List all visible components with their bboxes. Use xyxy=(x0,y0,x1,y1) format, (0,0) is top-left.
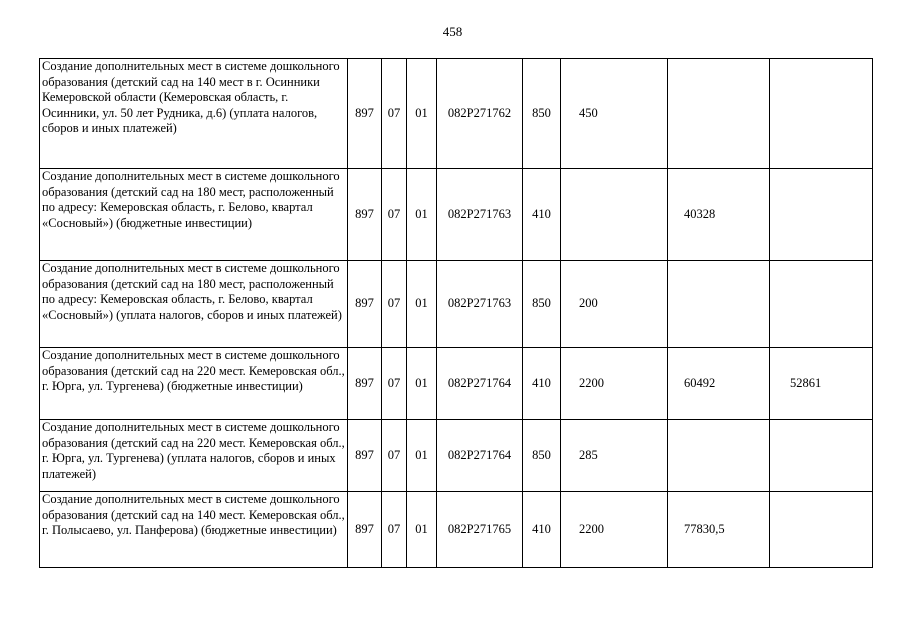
ministry-code: 897 xyxy=(348,59,382,169)
table-row xyxy=(40,492,873,568)
ministry-code: 897 xyxy=(348,169,382,261)
amount-year-2 xyxy=(668,59,770,169)
target-article-code: 082P271762 xyxy=(437,59,523,169)
row-description: Создание дополнительных мест в системе дошкольного образования (детский сад на 140 мест в г. Осинники Кемеровской области (Кемеровская область, г. Осинники, ул. 50 лет Рудника, д.6) (уплата налогов, сборов и иных платежей) xyxy=(40,59,348,169)
row-description: Создание дополнительных мест в системе дошкольного образования (детский сад на 220 мест. Кемеровская обл., г. Юрга, ул. Тургенева) (уплата налогов, сборов и иных платежей) xyxy=(40,420,348,492)
table-row xyxy=(40,261,873,348)
amount-year-2: 77830,5 xyxy=(668,492,770,568)
target-article-code: 082P271765 xyxy=(437,492,523,568)
expense-type-code: 410 xyxy=(523,348,561,420)
expense-type-code: 850 xyxy=(523,420,561,492)
amount-year-2 xyxy=(668,261,770,348)
table-row xyxy=(40,169,873,261)
amount-year-1: 2200 xyxy=(561,492,668,568)
ministry-code: 897 xyxy=(348,348,382,420)
amount-year-3 xyxy=(770,492,873,568)
subsection-code: 01 xyxy=(407,348,437,420)
amount-year-3 xyxy=(770,59,873,169)
section-code: 07 xyxy=(382,348,407,420)
amount-year-1: 285 xyxy=(561,420,668,492)
page-number: 458 xyxy=(442,24,463,39)
expense-type-code: 850 xyxy=(523,261,561,348)
budget-table xyxy=(39,58,873,568)
table-row xyxy=(40,59,873,169)
amount-year-2: 60492 xyxy=(668,348,770,420)
row-description: Создание дополнительных мест в системе дошкольного образования (детский сад на 180 мест, расположенный по адресу: Кемеровская область, г. Белово, квартал «Сосновый») (бюджетные инвестиции) xyxy=(40,169,348,261)
amount-year-3 xyxy=(770,169,873,261)
section-code: 07 xyxy=(382,59,407,169)
subsection-code: 01 xyxy=(407,420,437,492)
amount-year-3 xyxy=(770,420,873,492)
section-code: 07 xyxy=(382,261,407,348)
table-row xyxy=(40,420,873,492)
row-description: Создание дополнительных мест в системе дошкольного образования (детский сад на 180 мест, расположенный по адресу: Кемеровская область, г. Белово, квартал «Сосновый») (уплата налогов, сборов и иных платежей) xyxy=(40,261,348,348)
ministry-code: 897 xyxy=(348,492,382,568)
target-article-code: 082P271763 xyxy=(437,169,523,261)
section-code: 07 xyxy=(382,420,407,492)
expense-type-code: 850 xyxy=(523,59,561,169)
amount-year-3: 52861 xyxy=(770,348,873,420)
table-row xyxy=(40,348,873,420)
amount-year-2 xyxy=(668,420,770,492)
row-description: Создание дополнительных мест в системе дошкольного образования (детский сад на 220 мест. Кемеровская обл., г. Юрга, ул. Тургенева) (бюджетные инвестиции) xyxy=(40,348,348,420)
row-description: Создание дополнительных мест в системе дошкольного образования (детский сад на 140 мест. Кемеровская обл., г. Полысаево, ул. Панферова) (бюджетные инвестиции) xyxy=(40,492,348,568)
ministry-code: 897 xyxy=(348,261,382,348)
expense-type-code: 410 xyxy=(523,169,561,261)
target-article-code: 082P271764 xyxy=(437,420,523,492)
target-article-code: 082P271764 xyxy=(437,348,523,420)
amount-year-1: 200 xyxy=(561,261,668,348)
subsection-code: 01 xyxy=(407,261,437,348)
subsection-code: 01 xyxy=(407,492,437,568)
subsection-code: 01 xyxy=(407,169,437,261)
amount-year-1: 2200 xyxy=(561,348,668,420)
amount-year-2: 40328 xyxy=(668,169,770,261)
target-article-code: 082P271763 xyxy=(437,261,523,348)
expense-type-code: 410 xyxy=(523,492,561,568)
subsection-code: 01 xyxy=(407,59,437,169)
section-code: 07 xyxy=(382,169,407,261)
amount-year-1 xyxy=(561,169,668,261)
amount-year-1: 450 xyxy=(561,59,668,169)
ministry-code: 897 xyxy=(348,420,382,492)
section-code: 07 xyxy=(382,492,407,568)
amount-year-3 xyxy=(770,261,873,348)
